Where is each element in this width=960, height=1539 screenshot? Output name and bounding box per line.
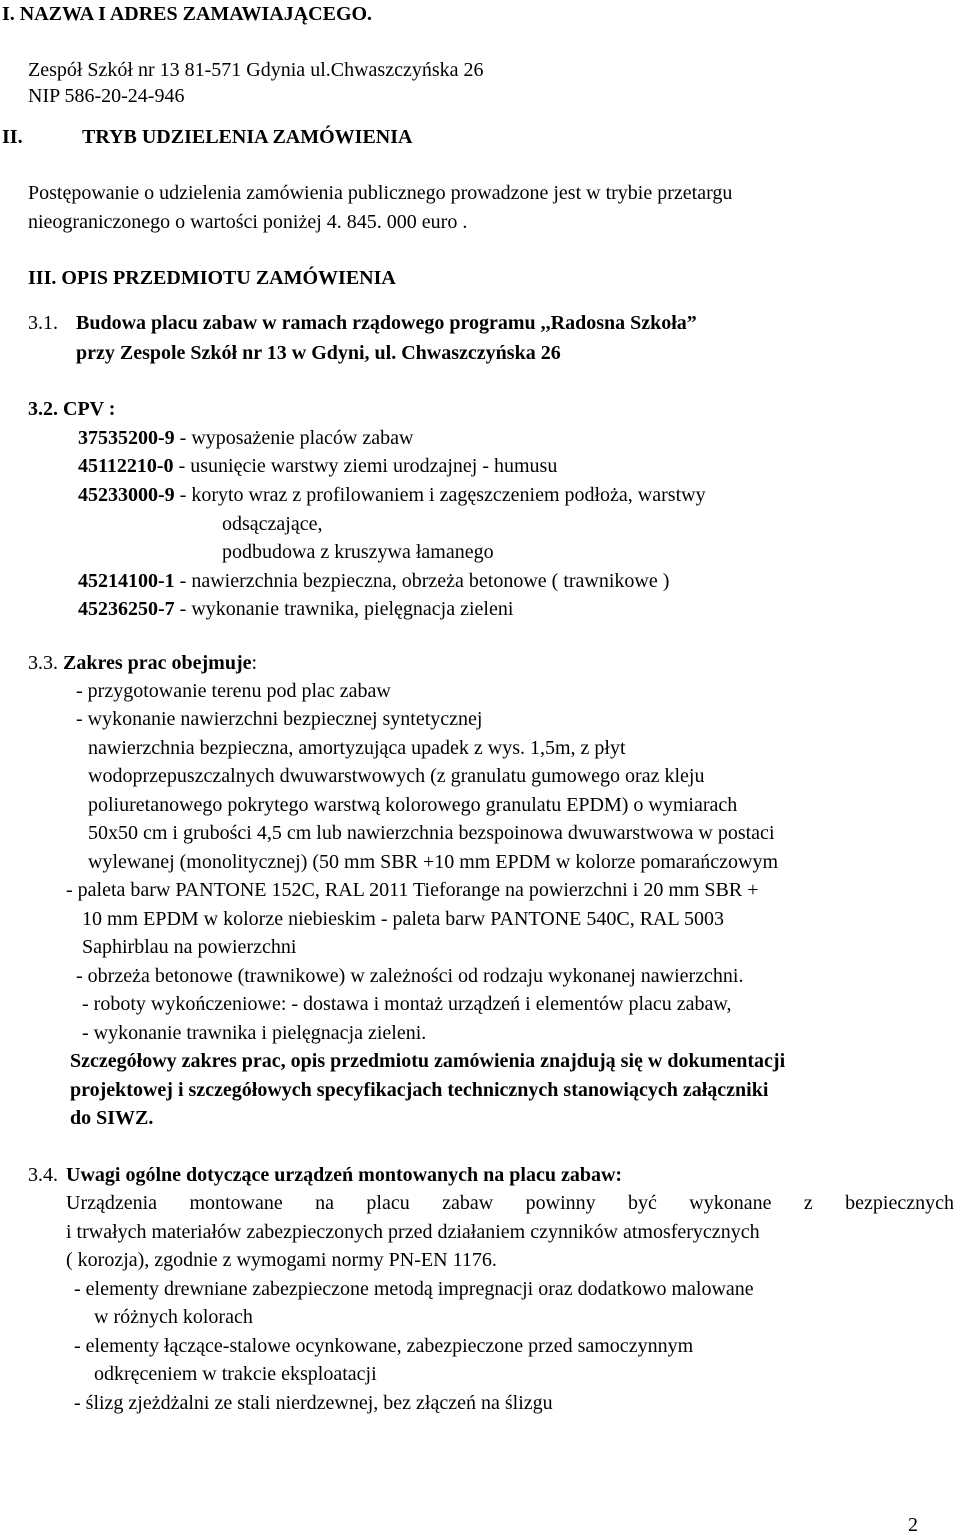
cpv-description-continued: podbudowa z kruszywa łamanego	[222, 541, 494, 563]
cpv-description: - koryto wraz z profilowaniem i zagęszczeniem podłoża, warstwy	[179, 484, 706, 506]
cpv-description: - wykonanie trawnika, pielęgnacja zieleni	[179, 598, 514, 620]
scope-line: - wykonanie nawierzchni bezpiecznej syntetycznej	[76, 708, 483, 730]
scope-line: - wykonanie trawnika i pielęgnacja zieleni.	[82, 1022, 427, 1044]
cpv-code: 45236250-7	[78, 598, 175, 620]
scope-line: poliuretanowego pokrytego warstwą kolorowego granulatu EPDM) o wymiarach	[88, 794, 738, 816]
cpv-code: 45233000-9	[78, 484, 175, 506]
cpv-item	[78, 426, 413, 450]
remarks-line: odkręceniem w trakcie eksploatacji	[94, 1363, 377, 1385]
scope-line: 10 mm EPDM w kolorze niebieskim - paleta barw PANTONE 540C, RAL 5003	[82, 908, 724, 930]
cpv-item	[78, 569, 669, 593]
cpv-description: - nawierzchnia bezpieczna, obrzeża betonowe ( trawnikowe )	[179, 570, 670, 592]
orderer-address: Zespół Szkół nr 13 81-571 Gdynia ul.Chwaszczyńska 26	[28, 59, 484, 81]
subsection-3-1-number: 3.1.	[28, 312, 58, 334]
scope-line: - przygotowanie terenu pod plac zabaw	[76, 680, 391, 702]
remarks-line: w różnych kolorach	[94, 1306, 253, 1328]
subsection-3-1-title-line-1: Budowa placu zabaw w ramach rządowego programu ,,Radosna Szkoła”	[76, 312, 697, 334]
cpv-code: 45214100-1	[78, 570, 175, 592]
cpv-item	[78, 454, 557, 478]
remarks-line: i trwałych materiałów zabezpieczonych przed działaniem czynników atmosferycznych	[66, 1221, 760, 1243]
cpv-item	[78, 483, 706, 507]
scope-note-bold: do SIWZ.	[70, 1107, 154, 1129]
section-2-number: II.	[2, 126, 23, 148]
subsection-3-4-number: 3.4.	[28, 1164, 58, 1186]
scope-note-bold: projektowej i szczegółowych specyfikacjach technicznych stanowiących załączniki	[70, 1079, 769, 1101]
remarks-line: - elementy drewniane zabezpieczone metodą impregnacji oraz dodatkowo malowane	[74, 1278, 754, 1300]
subsection-3-3-number: 3.3.	[28, 652, 58, 674]
page-number: 2	[908, 1514, 918, 1536]
subsection-3-1-title-line-2: przy Zespole Szkół nr 13 w Gdyni, ul. Chwaszczyńska 26	[76, 342, 561, 364]
remarks-line: - elementy łączące-stalowe ocynkowane, zabezpieczone przed samoczynnym	[74, 1335, 694, 1357]
scope-line: wylewanej (monolitycznej) (50 mm SBR +10 mm EPDM w kolorze pomarańczowym	[88, 851, 779, 873]
scope-line: wodoprzepuszczalnych dwuwarstwowych (z granulatu gumowego oraz kleju	[88, 765, 705, 787]
scope-line: - obrzeża betonowe (trawnikowe) w zależności od rodzaju wykonanej nawierzchni.	[76, 965, 744, 987]
scope-line: nawierzchnia bezpieczna, amortyzująca upadek z wys. 1,5m, z płyt	[88, 737, 626, 759]
orderer-nip: NIP 586-20-24-946	[28, 85, 185, 107]
remarks-line: ( korozja), zgodnie z wymogami normy PN-EN 1176.	[66, 1249, 497, 1271]
subsection-3-4-title: Uwagi ogólne dotyczące urządzeń montowanych na placu zabaw:	[66, 1164, 623, 1186]
subsection-3-3-title: Zakres prac obejmuje	[63, 652, 252, 674]
remarks-line: Urządzenia montowane na placu zabaw powinny być wykonane z bezpiecznych	[66, 1192, 954, 1214]
cpv-description: - usunięcie warstwy ziemi urodzajnej - humusu	[178, 455, 558, 477]
section-3-heading: III. OPIS PRZEDMIOTU ZAMÓWIENIA	[28, 267, 396, 289]
section-1-heading: I. NAZWA I ADRES ZAMAWIAJĄCEGO.	[2, 3, 373, 25]
scope-note-bold: Szczegółowy zakres prac, opis przedmiotu zamówienia znajdują się w dokumentacji	[70, 1050, 786, 1072]
scope-line: - roboty wykończeniowe: - dostawa i montaż urządzeń i elementów placu zabaw,	[82, 993, 732, 1015]
subsection-3-2-cpv-label: 3.2. CPV :	[28, 398, 116, 420]
scope-line: 50x50 cm i grubości 4,5 cm lub nawierzchnia bezspoinowa dwuwarstwowa w postaci	[88, 822, 775, 844]
section-2-heading: TRYB UDZIELENIA ZAMÓWIENIA	[82, 126, 413, 148]
cpv-description-continued: odsączające,	[222, 513, 323, 535]
procedure-text-line-2: nieograniczonego o wartości poniżej 4. 845. 000 euro .	[28, 211, 468, 233]
scope-line: Saphirblau na powierzchni	[82, 936, 297, 958]
cpv-description: - wyposażenie placów zabaw	[179, 427, 414, 449]
cpv-code: 45112210-0	[78, 455, 174, 477]
subsection-3-3-header	[28, 651, 257, 675]
procedure-text-line-1: Postępowanie o udzielenia zamówienia publicznego prowadzone jest w trybie przetargu	[28, 182, 733, 204]
cpv-item	[78, 597, 513, 621]
subsection-3-3-colon: :	[251, 652, 258, 674]
scope-line: - paleta barw PANTONE 152C, RAL 2011 Tieforange na powierzchni i 20 mm SBR +	[66, 879, 759, 901]
cpv-code: 37535200-9	[78, 427, 175, 449]
remarks-line: - ślizg zjeżdżalni ze stali nierdzewnej, bez złączeń na ślizgu	[74, 1392, 553, 1414]
